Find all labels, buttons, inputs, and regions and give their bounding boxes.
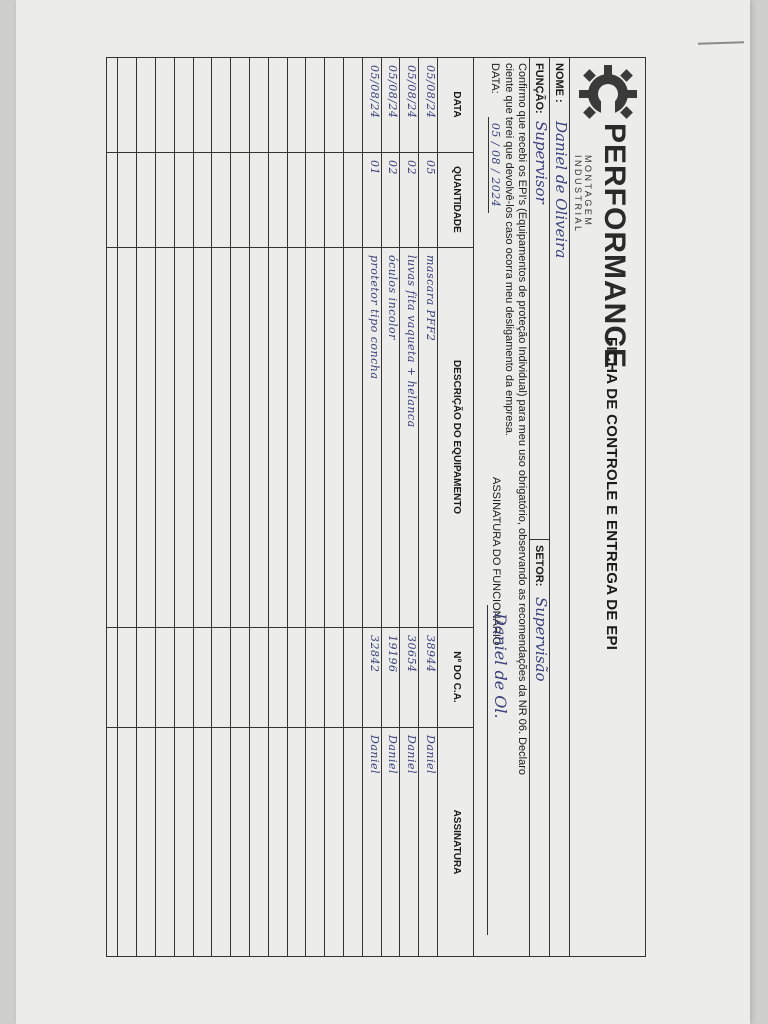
sector-divider [530,539,550,540]
employee-signature-label: ASSINATURA DO FUNCIONÁRIO [490,477,502,646]
column-header-description: DESCRIÇÃO DO EQUIPAMENTO [451,359,462,515]
table-row-line [193,57,194,957]
form-title: FICHA DE CONTROLE E ENTREGA DE EPI [603,337,620,651]
column-header-date: DATA [451,91,462,118]
table-row-line [230,57,231,957]
employee-signature: Daniel de Ol. [491,613,510,719]
column-header-ca-number: Nº DO C.A. [451,651,462,703]
signature-line [487,605,488,935]
pen-mark [698,41,744,45]
table-cell-description: mascara PFF2 [424,255,437,342]
table-cell-date: 05/08/24 [386,65,400,119]
epi-control-form [106,57,646,957]
table-row-line [362,57,363,957]
date-value: 05 / 08 / 2024 [488,117,502,213]
table-cell-signature: Daniel [386,735,400,775]
table-cell-description: óculos incolor [386,255,400,340]
sector-value: Supervisão [532,597,550,682]
table-row-line [117,57,118,957]
table-row-line [324,57,325,957]
table-row-line [249,57,250,957]
table-row-line [343,57,344,957]
table-cell-quantity: 02 [386,160,400,175]
table-cell-quantity: 02 [405,160,419,175]
function-value: Supervisor [532,121,550,204]
brand-subtitle: MONTAGEM INDUSTRIAL [573,155,593,234]
table-row-line [155,57,156,957]
table-cell-signature: Daniel [405,735,419,775]
declaration-line-1: Confirmo que recebi os EPI's (Equipamentos de proteção Individual) para meu uso obrigatório, observando as recomendações da NR 06. Declaro [516,63,528,775]
table-top-line [473,57,474,957]
table-row-line [174,57,175,957]
column-header-quantity: QUANTIDADE [451,166,462,233]
table-cell-signature: Daniel [424,735,437,775]
declaration-date [489,63,502,213]
table-cell-signature: Daniel [367,735,381,775]
table-cell-ca-number: 19196 [386,635,400,673]
table-row-line [211,57,212,957]
table-header-line [437,57,438,957]
name-value: Daniel de Oliveira [552,121,570,259]
sector-label: SETOR: [533,545,545,587]
table-cell-quantity: 01 [367,160,381,175]
table-row-line [287,57,288,957]
table-cell-ca-number: 38944 [424,635,437,673]
table-cell-quantity: 05 [424,160,437,175]
table-cell-description: luvas fita vaqueta + helanca [405,255,419,428]
table-cell-date: 05/08/24 [424,65,437,119]
function-row-divider [529,57,530,957]
date-label: DATA: [489,63,501,94]
table-cell-ca-number: 30654 [405,635,419,673]
company-logo [565,63,643,370]
table-cell-ca-number: 32842 [367,635,381,673]
table-cell-date: 05/08/24 [405,65,419,119]
brand-name: PERFORMANCE [598,123,631,370]
table-row-line [381,57,382,957]
gear-logo-icon [577,63,639,125]
paper-sheet [16,0,750,1024]
function-label: FUNÇÃO: [533,63,545,114]
table-row-line [399,57,400,957]
table-cell-date: 05/08/24 [367,65,381,119]
declaration-line-2: ciente que terei que devolvê-los caso ocorra meu desligamento da empresa. [503,63,515,436]
column-header-signature: ASSINATURA [451,809,462,875]
table-row-line [305,57,306,957]
table-row-line [136,57,137,957]
table-row-line [418,57,419,957]
table-row-line [268,57,269,957]
table-cell-description: protetor tipo concha [367,255,381,380]
declaration-text [502,63,528,933]
name-label: NOME : [553,63,565,103]
